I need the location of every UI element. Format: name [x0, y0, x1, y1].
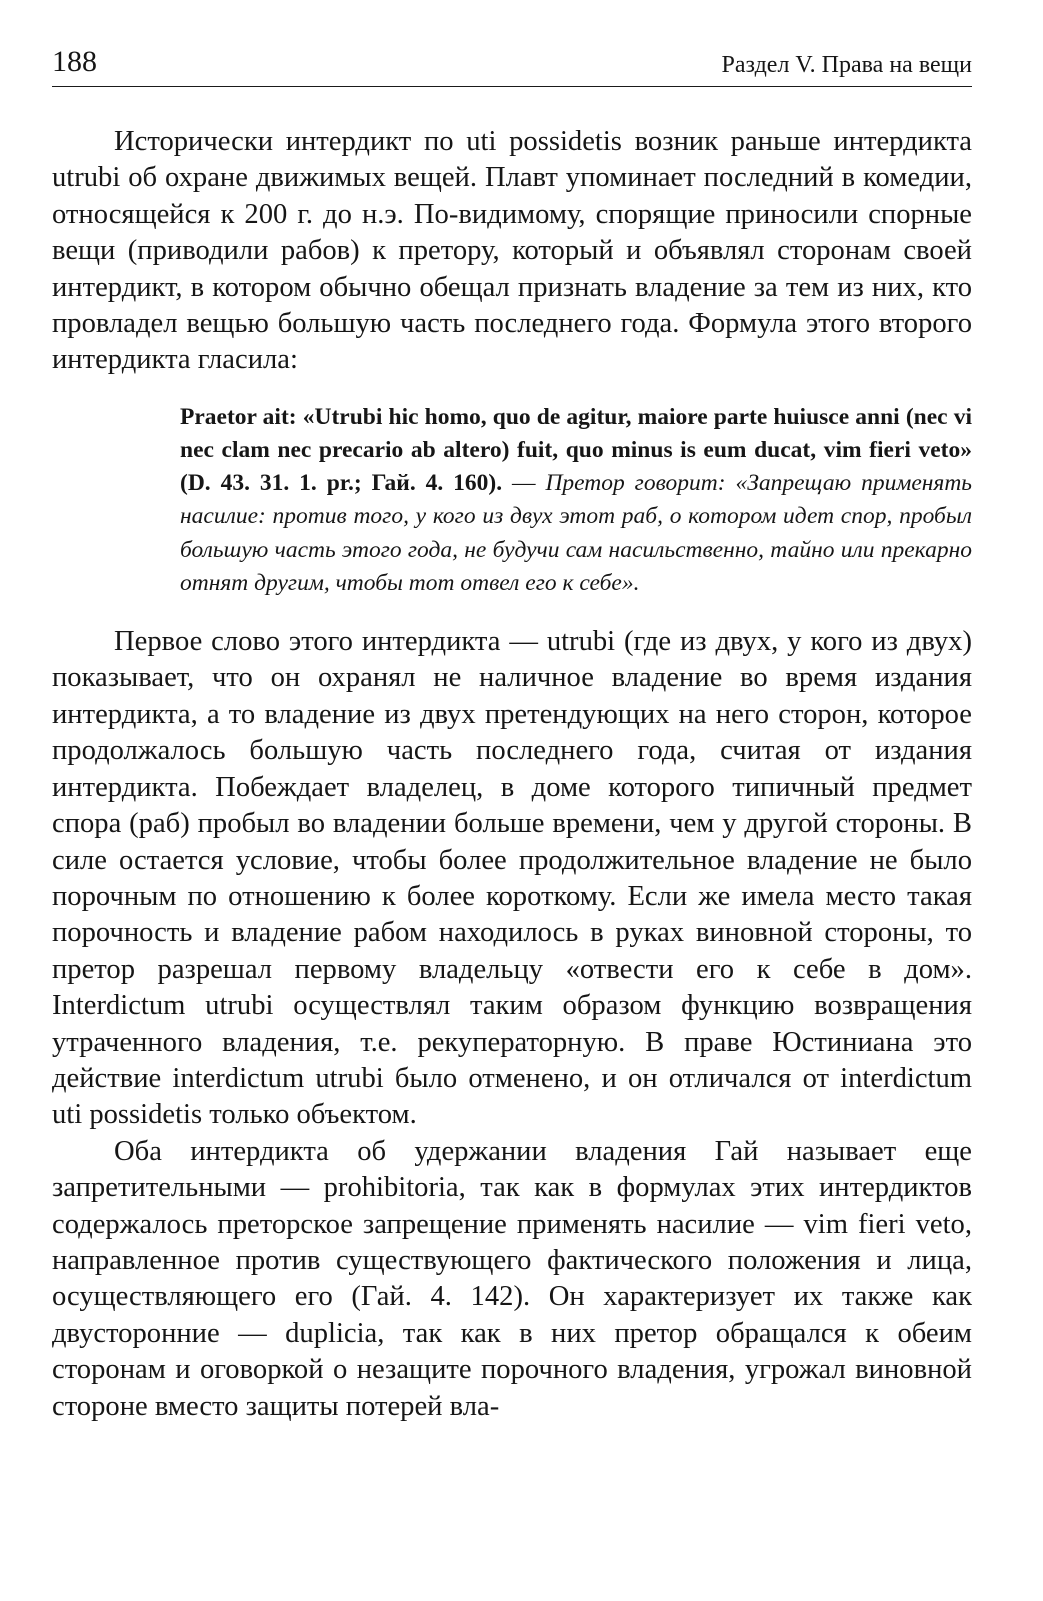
- paragraph-utrubi: Первое слово этого интердикта — utrubi (где из двух, у кого из двух) показывает, что он охранял не наличное владение во время издания интердикта, а то владение из двух претендующих на него сторон, которое продолжалось большую часть последнего года, считая от издания интердикта. Побеждает владелец, в доме которого типичный предмет спора (раб) пробыл во владении больше времени, чем у другой стороны. В силе остается условие, чтобы более продолжительное владение не было порочным по отношению к более короткому. Если же имела место такая порочность и владение рабом находилось в руках виновной стороны, то претор разрешал первому владельцу «отвести его к себе в дом». Interdictum utrubi осуществлял таким образом функцию возвращения утраченного владения, т.е. рекуператорную. В праве Юстиниана это действие interdictum utrubi было отменено, и он отличался от interdictum uti possidetis только объектом.: [52, 626, 972, 1131]
- paragraph-prohibitoria: Оба интердикта об удержании владения Гай называет еще запретительными — prohibitoria, так как в формулах этих интердиктов содержалось преторское запрещение применять насилие — vim fieri veto, направленное против существующего фактического положения и лица, осуществляющего его (Гай. 4. 142). Он характеризует их также как двусторонние — duplicia, так как в них претор обращался к обеим сторонам и оговоркой о незащите порочного владения, угрожал виновной стороне вместо защиты потерей вла-: [52, 1135, 972, 1422]
- quote-latin: Praetor ait: «Utrubi hic homo, quo de agitur, maiore parte huiusce anni (nec vi nec clam nec precario ab altero) fuit, quo minus is eum ducat, vim fieri veto» (D. 43. 31. 1. pr.; Гай. 4. 160).: [180, 403, 972, 497]
- quote-translation: Претор говорит: «Запрещаю применять насилие: против того, у кого из двух этот раб, о котором идет спор, пробыл большую часть этого года, не будучи сам насильственно, тайно или прекарно отнят другим, чтобы тот отвел его к себе».: [180, 470, 972, 596]
- paragraph-intro: Исторически интердикт по uti possidetis возник раньше интердикта utrubi об охране движимых вещей. Плавт упоминает последний в комедии, относящейся к 200 г. до н.э. По-видимому, спорящие приносили спорные вещи (приводили рабов) к претору, который и объявлял сторонам своей интердикт, в котором обычно обещал признать владение за тем из них, кто провладел вещью большую часть последнего года. Формула этого второго интердикта гласила:: [52, 126, 972, 376]
- page-header: [52, 40, 972, 87]
- quote-dash: —: [502, 470, 546, 497]
- interdict-quote: [180, 401, 972, 600]
- page-number: 188: [52, 45, 97, 78]
- main-text: [52, 124, 972, 1425]
- running-title: Раздел V. Права на вещи: [721, 52, 972, 78]
